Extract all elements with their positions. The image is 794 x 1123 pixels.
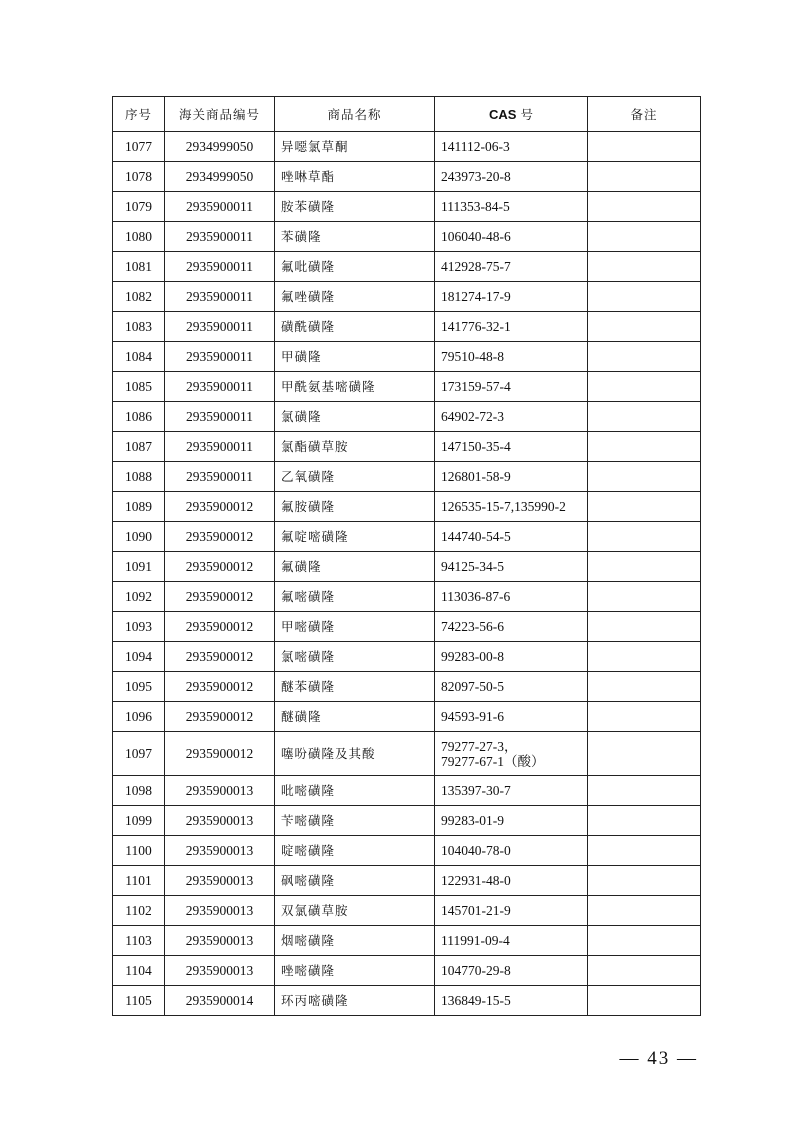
table-row bbox=[113, 312, 701, 342]
table-row bbox=[113, 926, 701, 956]
row-cas bbox=[435, 162, 588, 192]
row-customs-code: 2935900011 bbox=[165, 312, 275, 342]
row-customs-code: 2935900011 bbox=[165, 402, 275, 432]
row-cas-line: 113036-87-6 bbox=[441, 589, 511, 604]
header-note: 备注 bbox=[588, 97, 701, 132]
row-seq: 1101 bbox=[113, 866, 165, 896]
table-row bbox=[113, 552, 701, 582]
row-seq: 1088 bbox=[113, 462, 165, 492]
row-seq: 1082 bbox=[113, 282, 165, 312]
row-cas bbox=[435, 312, 588, 342]
row-cas-line: 82097-50-5 bbox=[441, 679, 504, 694]
row-cas-line: 136849-15-5 bbox=[441, 993, 511, 1008]
row-note bbox=[588, 282, 701, 312]
row-seq: 1095 bbox=[113, 672, 165, 702]
row-customs-code: 2935900012 bbox=[165, 552, 275, 582]
header-cas bbox=[435, 97, 588, 132]
row-cas-line: 94125-34-5 bbox=[441, 559, 504, 574]
row-product-name: 氯嘧磺隆 bbox=[275, 642, 435, 672]
row-cas-line: 122931-48-0 bbox=[441, 873, 511, 888]
row-product-name: 噻吩磺隆及其酸 bbox=[275, 732, 435, 776]
row-product-name: 氟吡磺隆 bbox=[275, 252, 435, 282]
row-cas bbox=[435, 132, 588, 162]
row-cas-line: 126801-58-9 bbox=[441, 469, 511, 484]
row-product-name: 氟啶嘧磺隆 bbox=[275, 522, 435, 552]
row-seq: 1099 bbox=[113, 806, 165, 836]
table-row bbox=[113, 612, 701, 642]
row-seq: 1079 bbox=[113, 192, 165, 222]
row-customs-code: 2935900012 bbox=[165, 642, 275, 672]
row-cas-line: 141112-06-3 bbox=[441, 139, 510, 154]
row-seq: 1097 bbox=[113, 732, 165, 776]
row-note bbox=[588, 402, 701, 432]
row-seq: 1080 bbox=[113, 222, 165, 252]
row-product-name: 氯酯磺草胺 bbox=[275, 432, 435, 462]
row-cas-line: 144740-54-5 bbox=[441, 529, 511, 544]
row-note bbox=[588, 132, 701, 162]
row-cas-line: 99283-00-8 bbox=[441, 649, 504, 664]
row-product-name: 磺酰磺隆 bbox=[275, 312, 435, 342]
row-product-name: 苯磺隆 bbox=[275, 222, 435, 252]
row-seq: 1104 bbox=[113, 956, 165, 986]
row-note bbox=[588, 342, 701, 372]
row-cas-line: 104040-78-0 bbox=[441, 843, 511, 858]
row-cas-line: 412928-75-7 bbox=[441, 259, 511, 274]
row-cas-line: 147150-35-4 bbox=[441, 439, 511, 454]
row-customs-code: 2935900011 bbox=[165, 192, 275, 222]
row-cas bbox=[435, 986, 588, 1016]
page-number: — 43 — bbox=[619, 1048, 698, 1069]
row-seq: 1078 bbox=[113, 162, 165, 192]
row-seq: 1087 bbox=[113, 432, 165, 462]
row-seq: 1090 bbox=[113, 522, 165, 552]
row-seq: 1102 bbox=[113, 896, 165, 926]
table-row bbox=[113, 642, 701, 672]
row-cas bbox=[435, 836, 588, 866]
row-cas-line: 106040-48-6 bbox=[441, 229, 511, 244]
row-product-name: 砜嘧磺隆 bbox=[275, 866, 435, 896]
row-seq: 1084 bbox=[113, 342, 165, 372]
row-customs-code: 2935900012 bbox=[165, 702, 275, 732]
row-seq: 1077 bbox=[113, 132, 165, 162]
table-row bbox=[113, 776, 701, 806]
header-seq: 序号 bbox=[113, 97, 165, 132]
header-customs-code: 海关商品编号 bbox=[165, 97, 275, 132]
row-note bbox=[588, 612, 701, 642]
table-row bbox=[113, 462, 701, 492]
table-row bbox=[113, 522, 701, 552]
row-product-name: 环丙嘧磺隆 bbox=[275, 986, 435, 1016]
row-customs-code: 2935900013 bbox=[165, 806, 275, 836]
row-cas-line: 141776-32-1 bbox=[441, 319, 511, 334]
row-product-name: 烟嘧磺隆 bbox=[275, 926, 435, 956]
row-cas bbox=[435, 642, 588, 672]
row-customs-code: 2935900011 bbox=[165, 252, 275, 282]
table-row bbox=[113, 836, 701, 866]
table-row bbox=[113, 806, 701, 836]
row-cas bbox=[435, 956, 588, 986]
table-body bbox=[113, 132, 701, 1016]
row-product-name: 氟磺隆 bbox=[275, 552, 435, 582]
row-customs-code: 2935900013 bbox=[165, 836, 275, 866]
table-row bbox=[113, 192, 701, 222]
row-customs-code: 2935900012 bbox=[165, 522, 275, 552]
table-row bbox=[113, 432, 701, 462]
table-row bbox=[113, 132, 701, 162]
row-note bbox=[588, 312, 701, 342]
row-note bbox=[588, 582, 701, 612]
row-cas-line: 126535-15-7,135990-2 bbox=[441, 499, 566, 514]
row-cas-line: 74223-56-6 bbox=[441, 619, 504, 634]
row-note bbox=[588, 866, 701, 896]
row-seq: 1093 bbox=[113, 612, 165, 642]
row-seq: 1094 bbox=[113, 642, 165, 672]
table-row bbox=[113, 702, 701, 732]
table-row bbox=[113, 986, 701, 1016]
row-product-name: 氟嘧磺隆 bbox=[275, 582, 435, 612]
row-cas bbox=[435, 192, 588, 222]
row-note bbox=[588, 926, 701, 956]
row-customs-code: 2935900012 bbox=[165, 582, 275, 612]
row-product-name: 氟唑磺隆 bbox=[275, 282, 435, 312]
row-product-name: 苄嘧磺隆 bbox=[275, 806, 435, 836]
header-cas-suffix: 号 bbox=[516, 106, 533, 122]
row-product-name: 醚苯磺隆 bbox=[275, 672, 435, 702]
row-cas-line: 111991-09-4 bbox=[441, 933, 510, 948]
row-seq: 1083 bbox=[113, 312, 165, 342]
row-product-name: 乙氧磺隆 bbox=[275, 462, 435, 492]
row-customs-code: 2934999050 bbox=[165, 162, 275, 192]
table-row bbox=[113, 896, 701, 926]
row-cas-line: 145701-21-9 bbox=[441, 903, 511, 918]
row-product-name: 异噁氯草酮 bbox=[275, 132, 435, 162]
row-seq: 1092 bbox=[113, 582, 165, 612]
table-row bbox=[113, 732, 701, 776]
row-product-name: 唑啉草酯 bbox=[275, 162, 435, 192]
row-note bbox=[588, 836, 701, 866]
table-row bbox=[113, 252, 701, 282]
row-seq: 1086 bbox=[113, 402, 165, 432]
row-product-name: 甲酰氨基嘧磺隆 bbox=[275, 372, 435, 402]
row-note bbox=[588, 642, 701, 672]
table-row bbox=[113, 956, 701, 986]
row-note bbox=[588, 222, 701, 252]
row-note bbox=[588, 432, 701, 462]
row-note bbox=[588, 956, 701, 986]
row-customs-code: 2935900013 bbox=[165, 926, 275, 956]
row-customs-code: 2935900013 bbox=[165, 896, 275, 926]
row-cas-line: 173159-57-4 bbox=[441, 379, 511, 394]
row-note bbox=[588, 986, 701, 1016]
row-customs-code: 2935900013 bbox=[165, 776, 275, 806]
row-cas-line: 99283-01-9 bbox=[441, 813, 504, 828]
row-note bbox=[588, 776, 701, 806]
row-product-name: 啶嘧磺隆 bbox=[275, 836, 435, 866]
row-customs-code: 2935900011 bbox=[165, 462, 275, 492]
table-row bbox=[113, 402, 701, 432]
row-note bbox=[588, 552, 701, 582]
row-customs-code: 2935900011 bbox=[165, 372, 275, 402]
row-product-name: 唑嘧磺隆 bbox=[275, 956, 435, 986]
table-row bbox=[113, 222, 701, 252]
row-note bbox=[588, 162, 701, 192]
table-row bbox=[113, 866, 701, 896]
row-customs-code: 2934999050 bbox=[165, 132, 275, 162]
row-customs-code: 2935900012 bbox=[165, 612, 275, 642]
row-customs-code: 2935900012 bbox=[165, 732, 275, 776]
row-customs-code: 2935900011 bbox=[165, 222, 275, 252]
row-cas bbox=[435, 282, 588, 312]
row-customs-code: 2935900013 bbox=[165, 866, 275, 896]
row-customs-code: 2935900014 bbox=[165, 986, 275, 1016]
row-cas-line-2: 79277-67-1（酸） bbox=[441, 753, 545, 769]
row-customs-code: 2935900011 bbox=[165, 342, 275, 372]
row-cas bbox=[435, 402, 588, 432]
row-note bbox=[588, 732, 701, 776]
row-cas bbox=[435, 372, 588, 402]
row-seq: 1100 bbox=[113, 836, 165, 866]
row-customs-code: 2935900012 bbox=[165, 672, 275, 702]
table-row bbox=[113, 162, 701, 192]
table-row bbox=[113, 492, 701, 522]
row-product-name: 甲嘧磺隆 bbox=[275, 612, 435, 642]
row-cas bbox=[435, 462, 588, 492]
row-cas-line: 79277-27-3， bbox=[441, 738, 518, 754]
row-seq: 1085 bbox=[113, 372, 165, 402]
row-note bbox=[588, 192, 701, 222]
row-note bbox=[588, 492, 701, 522]
row-cas-line: 94593-91-6 bbox=[441, 709, 504, 724]
row-customs-code: 2935900013 bbox=[165, 956, 275, 986]
row-cas bbox=[435, 612, 588, 642]
row-product-name: 氟胺磺隆 bbox=[275, 492, 435, 522]
row-product-name: 氯磺隆 bbox=[275, 402, 435, 432]
row-note bbox=[588, 252, 701, 282]
row-note bbox=[588, 372, 701, 402]
table-row bbox=[113, 672, 701, 702]
row-cas bbox=[435, 672, 588, 702]
row-product-name: 醚磺隆 bbox=[275, 702, 435, 732]
row-note bbox=[588, 702, 701, 732]
row-seq: 1105 bbox=[113, 986, 165, 1016]
row-product-name: 双氯磺草胺 bbox=[275, 896, 435, 926]
goods-table bbox=[112, 96, 701, 1016]
row-cas-line: 79510-48-8 bbox=[441, 349, 504, 364]
row-cas bbox=[435, 552, 588, 582]
row-customs-code: 2935900011 bbox=[165, 282, 275, 312]
row-seq: 1081 bbox=[113, 252, 165, 282]
row-seq: 1091 bbox=[113, 552, 165, 582]
row-cas bbox=[435, 896, 588, 926]
row-cas bbox=[435, 776, 588, 806]
row-seq: 1096 bbox=[113, 702, 165, 732]
row-customs-code: 2935900012 bbox=[165, 492, 275, 522]
row-cas bbox=[435, 522, 588, 552]
row-product-name: 吡嘧磺隆 bbox=[275, 776, 435, 806]
row-seq: 1089 bbox=[113, 492, 165, 522]
table-row bbox=[113, 282, 701, 312]
row-cas bbox=[435, 866, 588, 896]
row-customs-code: 2935900011 bbox=[165, 432, 275, 462]
row-cas-line: 104770-29-8 bbox=[441, 963, 511, 978]
row-note bbox=[588, 462, 701, 492]
table-row bbox=[113, 582, 701, 612]
row-cas bbox=[435, 222, 588, 252]
row-note bbox=[588, 522, 701, 552]
header-cas-prefix: CAS bbox=[489, 106, 517, 122]
row-product-name: 胺苯磺隆 bbox=[275, 192, 435, 222]
row-cas-line: 111353-84-5 bbox=[441, 199, 510, 214]
row-cas bbox=[435, 492, 588, 522]
table-row bbox=[113, 372, 701, 402]
row-cas bbox=[435, 926, 588, 956]
table-row bbox=[113, 342, 701, 372]
row-cas bbox=[435, 806, 588, 836]
row-cas bbox=[435, 342, 588, 372]
row-cas-line: 243973-20-8 bbox=[441, 169, 511, 184]
row-seq: 1103 bbox=[113, 926, 165, 956]
row-note bbox=[588, 672, 701, 702]
table-header bbox=[113, 97, 701, 132]
header-row bbox=[113, 97, 701, 132]
row-cas bbox=[435, 432, 588, 462]
row-note bbox=[588, 896, 701, 926]
row-cas-line: 64902-72-3 bbox=[441, 409, 504, 424]
row-cas bbox=[435, 702, 588, 732]
row-product-name: 甲磺隆 bbox=[275, 342, 435, 372]
row-seq: 1098 bbox=[113, 776, 165, 806]
row-note bbox=[588, 806, 701, 836]
row-cas-line: 181274-17-9 bbox=[441, 289, 511, 304]
row-cas bbox=[435, 582, 588, 612]
row-cas bbox=[435, 732, 588, 776]
row-cas bbox=[435, 252, 588, 282]
header-product-name: 商品名称 bbox=[275, 97, 435, 132]
row-cas-line: 135397-30-7 bbox=[441, 783, 511, 798]
